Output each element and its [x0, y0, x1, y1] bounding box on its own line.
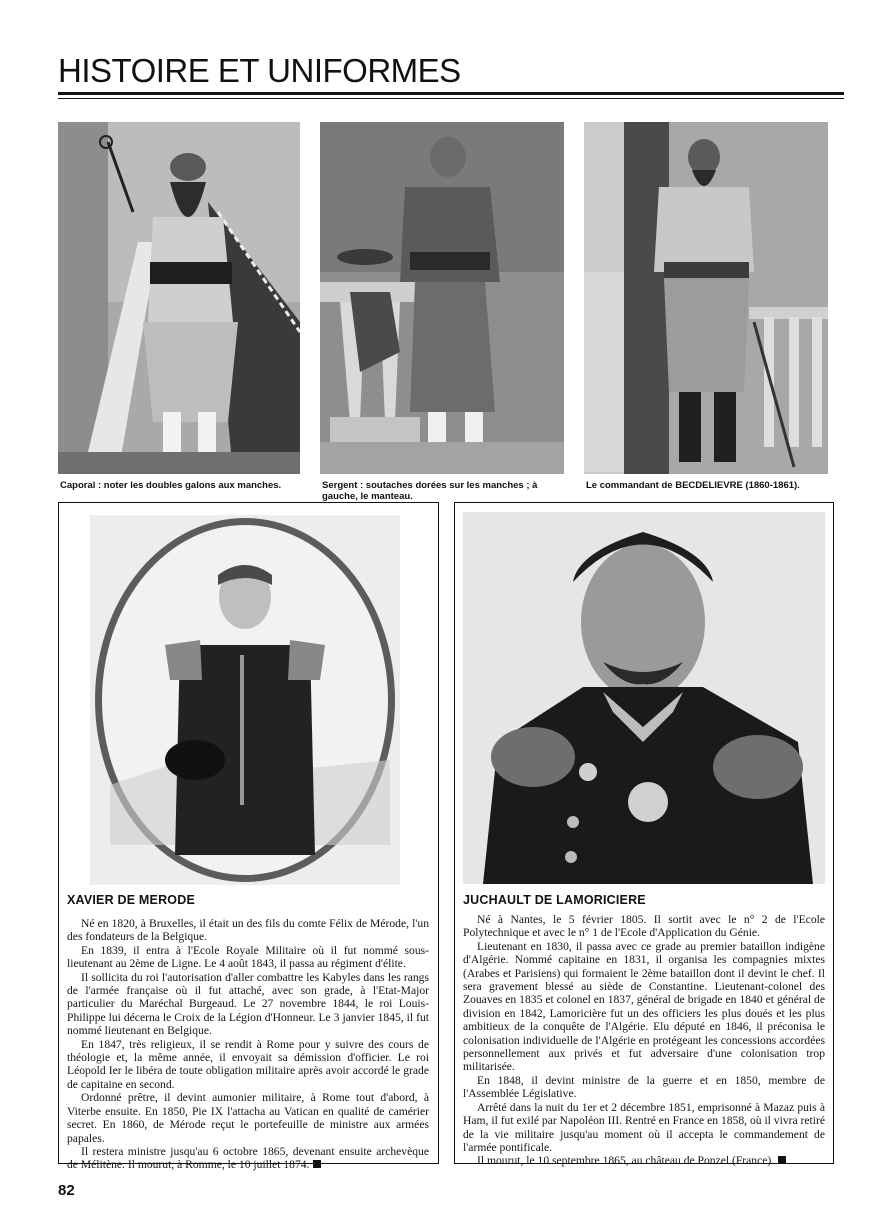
- end-mark: [313, 1160, 321, 1168]
- photo-sergent: [320, 122, 564, 474]
- merode-paragraph: Ordonné prêtre, il devint aumonier militaire, à Rome tout d'abord, à Viterbe ensuite. En 1850, Pie IX l'attacha au Vatican en qualité de camérier secret. En 1860, de Mérode reçut le portefeuille de ministre aux armées papales.: [67, 1091, 429, 1145]
- photo-caporal-caption: Caporal : noter les doubles galons aux manches.: [60, 480, 282, 491]
- merode-bio: [67, 917, 429, 1172]
- portrait-lamoriciere: [463, 512, 825, 884]
- merode-paragraph-last-text: Il restera ministre jusqu'au 6 octobre 1865, devenant ensuite archevèque de Mélitène. Il mourut, à Romme, le 10 juillet 1874.: [67, 1144, 429, 1172]
- merode-paragraph: Il sollicita du roi l'autorisation d'aller combattre les Kabyles dans les rangs de l'armée française où il fut attaché, avec son grade, à l'Etat-Major particulier du Maréchal Burgeaud. Le 27 novembre 1844, le roi Louis-Philippe lui décerna le Croix de la Légion d'Honneur. Le 3 janvier 1845, il fut nommé lieutenant en Belgique.: [67, 970, 429, 1038]
- lamoriciere-paragraph-last: [463, 1154, 825, 1167]
- merode-paragraph: En 1847, très religieux, il se rendit à Rome pour y suivre des cours de théologie et, la même année, il envoyait sa démission d'officier. Le roi Léopold Ier le libéra de toute obligation militaire après avoir accordé le grade de capitaine en second.: [67, 1037, 429, 1091]
- merode-paragraph: En 1839, il entra à l'Ecole Royale Militaire où il fut nommé sous-lieutenant au 2ème de Ligne. Le 4 août 1843, il passa au régiment d'élite.: [67, 943, 429, 971]
- merode-paragraph-last: [67, 1145, 429, 1172]
- lamoriciere-paragraph: Né à Nantes, le 5 février 1805. Il sortit avec le n° 2 de l'Ecole Polytechnique et avec le n° 1 de l'Ecole d'Application du Génie.: [463, 913, 825, 940]
- photo-commandant-caption: Le commandant de BECDELIEVRE (1860-1861).: [586, 480, 800, 491]
- merode-paragraph: Né en 1820, à Bruxelles, il était un des fils du comte Félix de Mérode, l'un des fondateurs de la Belgique.: [67, 917, 429, 944]
- photo-commandant: [584, 122, 828, 474]
- merode-name: XAVIER DE MERODE: [67, 893, 195, 907]
- lamoriciere-name: JUCHAULT DE LAMORICIERE: [463, 893, 646, 907]
- lamoriciere-bio: [463, 913, 825, 1168]
- page-title: HISTOIRE ET UNIFORMES: [58, 52, 461, 89]
- photo-sergent-caption: Sergent : soutaches dorées sur les manches ; à gauche, le manteau.: [322, 480, 538, 502]
- header-rule-thin: [58, 98, 844, 99]
- page-number: 82: [58, 1182, 75, 1199]
- lamoriciere-paragraph: Lieutenant en 1830, il passa avec ce grade au premier bataillon indigène d'Algérie. Nommé capitaine en 1831, il organisa les compagnies mixtes (Arabes et Parisiens) qui formaient le 2ème bataillon dont il devint le chef. Il sera gravement blessé au siède de Constantine. Lieutenant-colonel des Zouaves en 1835 et colonel en 1837, général de brigade en 1840 et général de division en 1842, Lamoricière fut un des officiers les plus doués et les plus ambitieux de la conquête de l'Algérie. Elu député en 1846, il préconisa le colonisation individuelle de l'Algérie en protégeant les concessions accordées personnellement aux privés et fut adversaire d'une colonisation trop militarisée.: [463, 939, 825, 1074]
- lamoriciere-paragraph: En 1848, il devint ministre de la guerre et en 1850, membre de l'Assemblée Législative.: [463, 1073, 825, 1101]
- end-mark: [778, 1156, 786, 1164]
- portrait-merode: [90, 515, 400, 885]
- lamoriciere-paragraph-last-text: Il mourut, le 10 septembre 1865, au château de Ponzel (France).: [477, 1154, 775, 1168]
- photo-caporal: [58, 122, 300, 474]
- lamoriciere-paragraph: Arrêté dans la nuit du 1er et 2 décembre 1851, emprisonné à Mazaz puis à Ham, il fut exilé par Napoléon III. Rentré en France en 1858, où il vivra retiré de la vie militaire jusqu'au moment où il accepta le commandement de l'armée pontificale.: [463, 1100, 825, 1154]
- header-rule-thick: [58, 92, 844, 95]
